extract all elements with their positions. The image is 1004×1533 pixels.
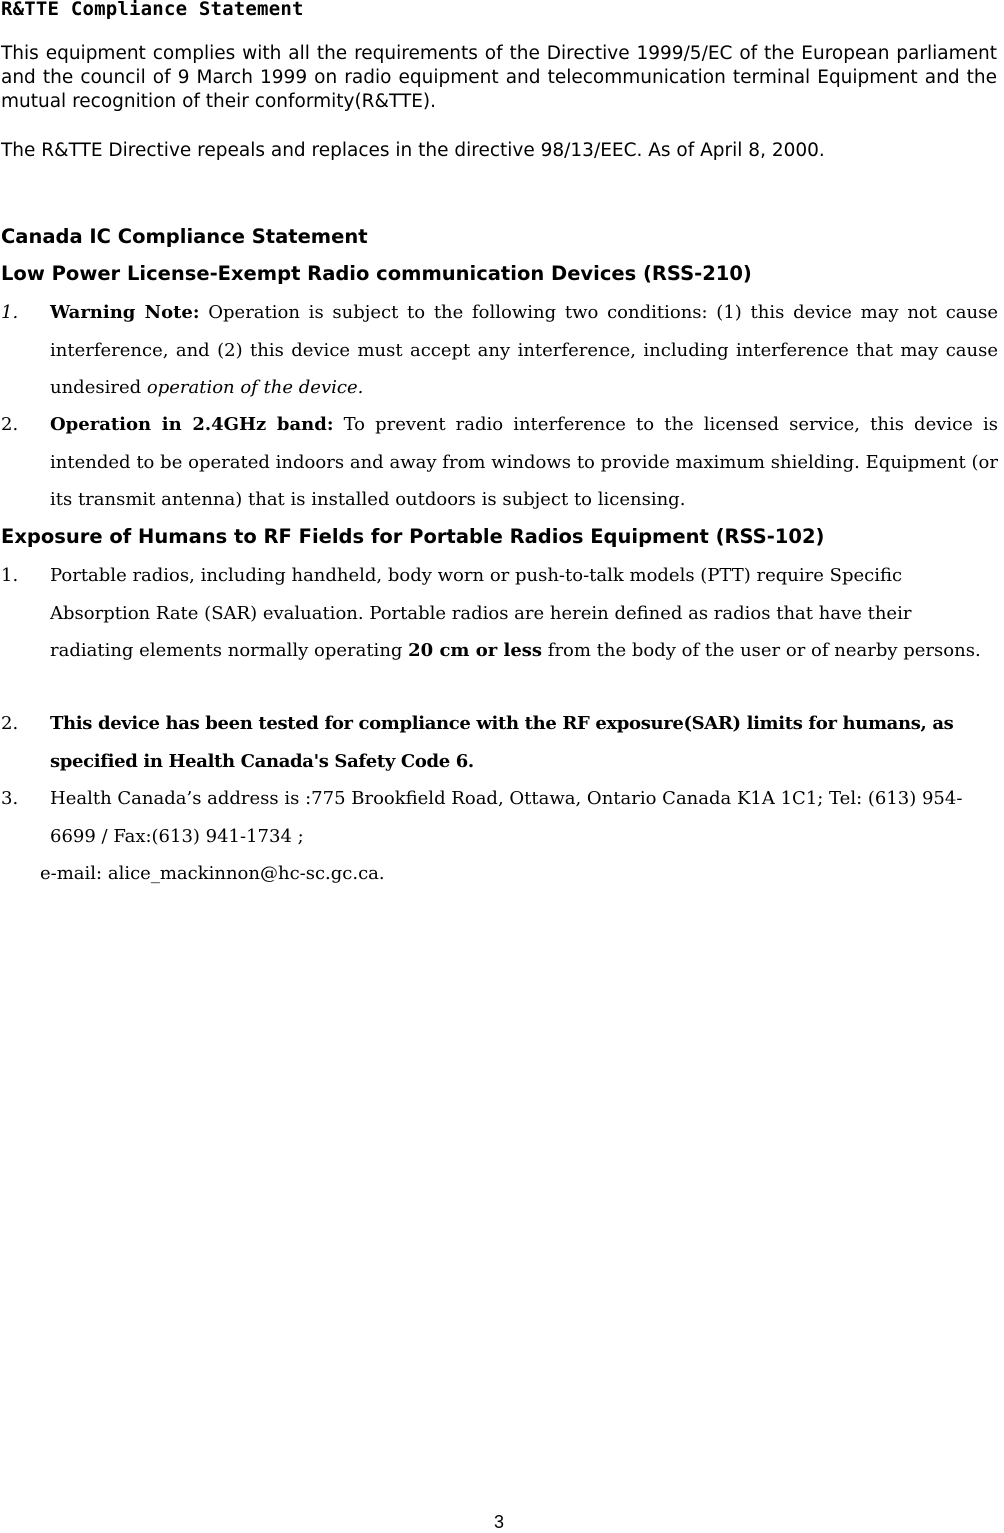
canada-list-item-1 <box>1 294 998 407</box>
canada-list-item-2 <box>1 406 998 519</box>
exposure-list-item-1 <box>1 557 998 670</box>
health-canada-email: e-mail: alice_mackinnon@hc-sc.gc.ca. <box>40 863 385 884</box>
list-number: 2. <box>1 713 19 734</box>
canada-subheading: Low Power License-Exempt Radio communication Devices (RSS-210) <box>1 262 752 285</box>
rtte-paragraph-1: This equipment complies with all the requirements of the Directive 1999/5/EC of the European parliament and the council of 9 March 1999 on radio equipment and telecommunication terminal Equipment and the mutual recognition of their conformity(R&TTE). <box>1 43 997 112</box>
exposure-list-item-2 <box>1 705 1004 780</box>
rtte-heading: R&TTE Compliance Statement <box>1 0 304 20</box>
sar-text-after: from the body of the user or of nearby persons. <box>542 640 981 661</box>
exposure-heading: Exposure of Humans to RF Fields for Portable Radios Equipment (RSS-102) <box>1 525 825 548</box>
list-number: 1. <box>1 302 19 323</box>
page-number: 3 <box>493 1512 504 1532</box>
rtte-paragraph-2: The R&TTE Directive repeals and replaces in the directive 98/13/EEC. As of April 8, 2000. <box>1 140 825 161</box>
health-canada-address: Health Canada’s address is :775 Brookfield Road, Ottawa, Ontario Canada K1A 1C1; Tel: (613) 954-6699 / Fax:(613) 941-1734 ; <box>50 788 963 847</box>
exposure-list-item-3 <box>1 780 998 855</box>
warning-note-italic: operation of the device. <box>146 377 364 398</box>
safety-code-statement: This device has been tested for compliance with the RF exposure(SAR) limits for humans, as specified in Health Canada's Safety Code 6. <box>50 713 954 772</box>
sar-distance: 20 cm or less <box>408 640 543 661</box>
canada-heading: Canada IC Compliance Statement <box>1 225 368 248</box>
band-operation-label: Operation in 2.4GHz band: <box>50 414 334 435</box>
list-number: 3. <box>1 788 19 809</box>
list-number: 1. <box>1 565 19 586</box>
warning-note-text: Operation is subject to the following two conditions: (1) this device may not cause interference, and (2) this device must accept any interference, including interference that may cause undesired <box>50 302 999 398</box>
warning-note-label: Warning Note: <box>50 302 200 323</box>
band-operation-text: To prevent radio interference to the licensed service, this device is intended to be operated indoors and away from windows to provide maximum shielding. Equipment (or its transmit antenna) that is installed outdoors is subject to licensing. <box>50 414 998 510</box>
sar-text-before: Portable radios, including handheld, body worn or push-to-talk models (PTT) require Specific Absorption Rate (SAR) evaluation. Portable radios are herein defined as radios that have their radiating elements normally operating <box>50 565 912 661</box>
list-number: 2. <box>1 414 19 435</box>
